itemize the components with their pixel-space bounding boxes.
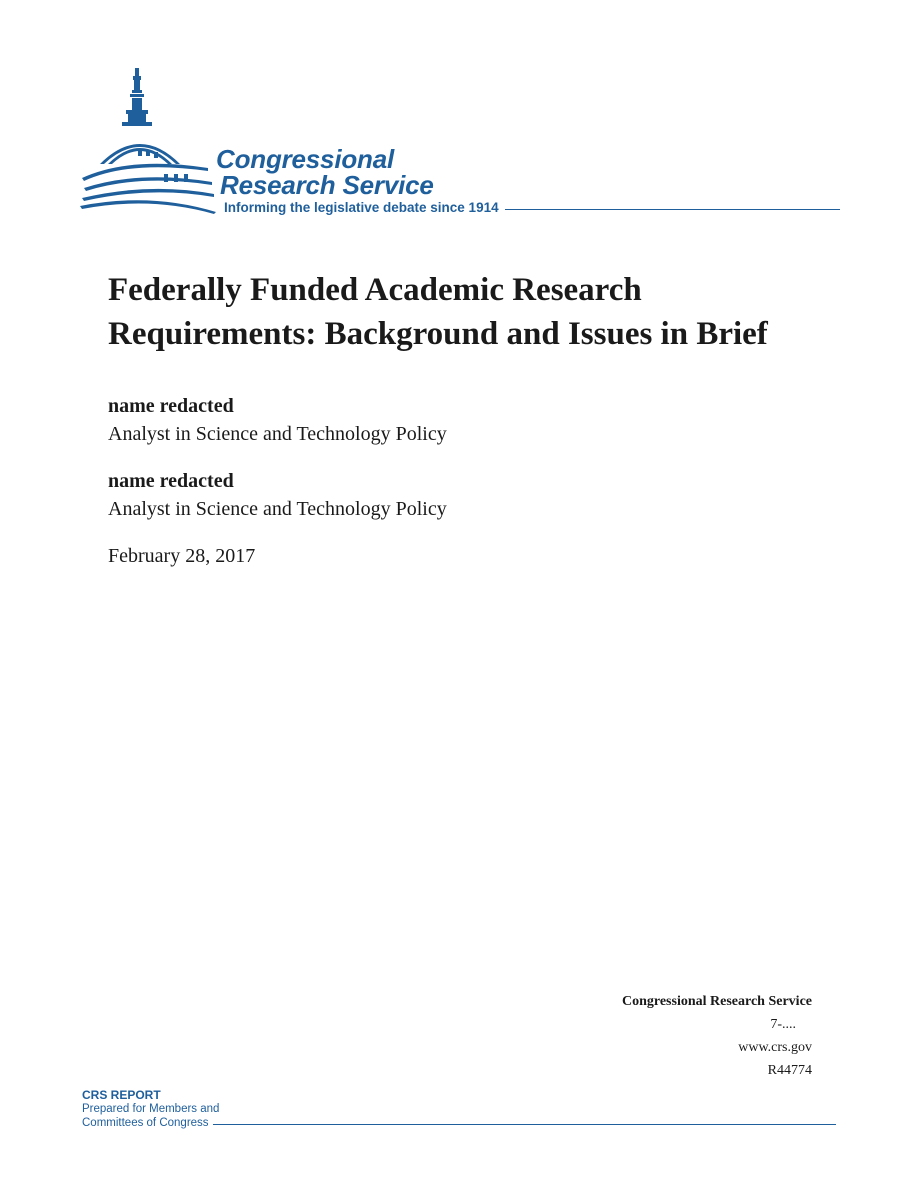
author-name: name redacted	[108, 395, 234, 417]
report-date: February 28, 2017	[108, 545, 256, 567]
capitol-dome-icon	[80, 66, 220, 216]
report-title-line2: Requirements: Background and Issues in Brief	[108, 316, 768, 352]
tagline-rule	[505, 209, 840, 210]
footer	[82, 1088, 836, 1130]
report-title-line1: Federally Funded Academic Research	[108, 272, 642, 308]
author-role: Analyst in Science and Technology Policy	[108, 498, 447, 520]
service-website-link[interactable]: www.crs.gov	[738, 1040, 812, 1055]
footer-label: CRS REPORT	[82, 1088, 161, 1102]
logo-title-line2: Research Service	[220, 170, 434, 200]
tagline-row	[224, 200, 840, 215]
service-name: Congressional Research Service	[621, 994, 812, 1009]
author-block	[108, 392, 447, 448]
footer-line1: Prepared for Members and	[82, 1103, 220, 1115]
footer-line2: Committees of Congress	[82, 1117, 209, 1129]
crs-logo	[80, 66, 840, 226]
author-name: name redacted	[108, 470, 234, 492]
author-block	[108, 467, 447, 523]
author-role: Analyst in Science and Technology Policy	[108, 423, 447, 445]
service-phone: 7-....	[770, 1017, 796, 1032]
tagline: Informing the legislative debate since 1914	[224, 200, 499, 215]
footer-rule	[213, 1124, 836, 1125]
service-info	[622, 990, 812, 1082]
footer-row	[82, 1116, 836, 1130]
report-title	[108, 268, 848, 356]
report-number: R44774	[767, 1063, 812, 1078]
logo-title-line1: Congressional	[216, 144, 394, 174]
